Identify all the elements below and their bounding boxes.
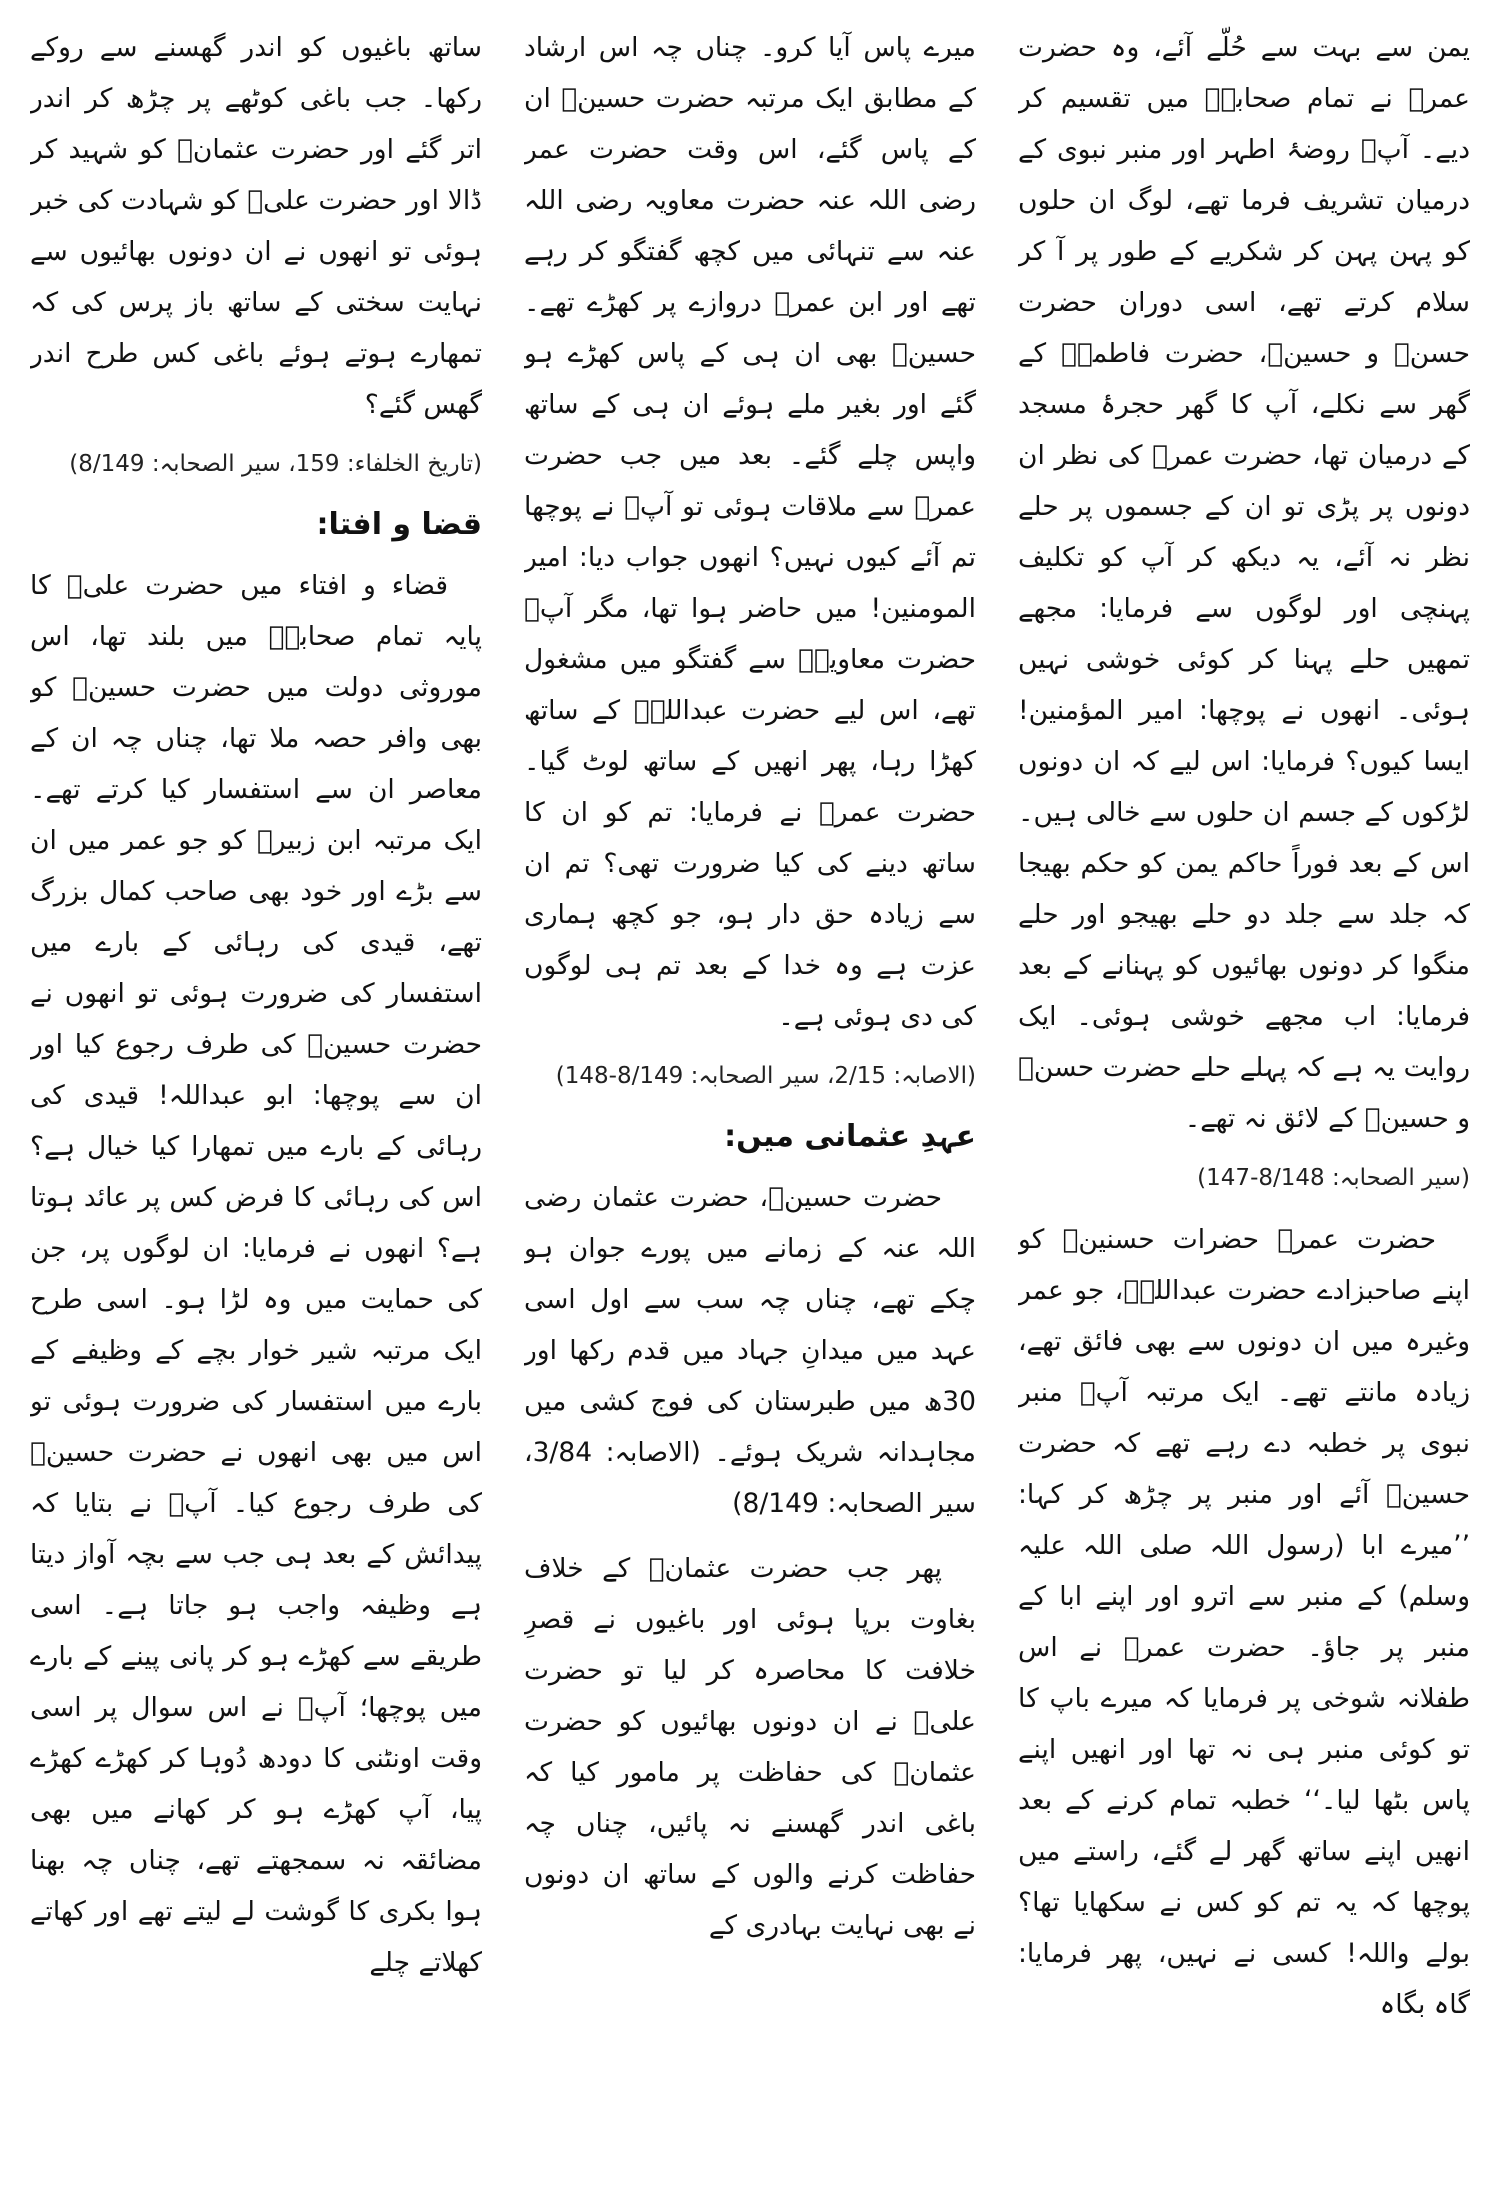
citation-reference: (سیر الصحابہ: 8/148-147) xyxy=(1197,1165,1470,1191)
text-column-middle xyxy=(524,22,976,2200)
paragraph: حضرت حسینؓ، حضرت عثمان رضی اللہ عنہ کے زمانے میں پورے جوان ہو چکے تھے، چناں چہ سب سے اول اسی عہد میں میدانِ جہاد میں قدم رکھا اور 30ھ میں طبرستان کی فوج کشی میں مجاہدانہ شریک ہوئے۔ (الاصابہ: 3/84، سیر الصحابہ: 8/149) xyxy=(524,1182,976,1519)
paragraph: میرے پاس آیا کرو۔ چناں چہ اس ارشاد کے مطابق ایک مرتبہ حضرت حسینؓ ان کے پاس گئے، اس وقت حضرت عمر رضی اللہ عنہ حضرت معاویہ رضی اللہ عنہ سے تنہائی میں کچھ گفتگو کر رہے تھے اور ابن عمرؓ دروازے پر کھڑے تھے۔ حسینؓ بھی ان ہی کے پاس کھڑے ہو گئے اور بغیر ملے ہوئے ان ہی کے ساتھ واپس چلے گئے۔ بعد میں جب حضرت عمرؓ سے ملاقات ہوئی تو آپؓ نے پوچھا تم آئے کیوں نہیں؟ انھوں جواب دیا: امیر المومنین! میں حاضر ہوا تھا، مگر آپؓ حضرت معاویہؓ سے گفتگو میں مشغول تھے، اس لیے حضرت عبداللہؓ کے ساتھ کھڑا رہا، پھر انھیں کے ساتھ لوٹ گیا۔ حضرت عمرؓ نے فرمایا: تم کو ان کا ساتھ دینے کی کیا ضرورت تھی؟ تم ان سے زیادہ حق دار ہو، جو کچھ ہماری عزت ہے وہ خدا کے بعد تم ہی لوگوں کی دی ہوئی ہے۔ xyxy=(524,32,976,1032)
paragraph: پھر جب حضرت عثمانؓ کے خلاف بغاوت برپا ہوئی اور باغیوں نے قصرِ خلافت کا محاصرہ کر لیا تو حضرت علیؓ نے ان دونوں بھائیوں کو حضرت عثمانؓ کی حفاظت پر مامور کیا کہ باغی اندر گھسنے نہ پائیں، چناں چہ حفاظت کرنے والوں کے ساتھ ان دونوں نے بھی نہایت بہادری کے xyxy=(524,1553,976,1941)
section-heading: عہدِ عثمانی میں: xyxy=(724,1119,976,1154)
paragraph: ساتھ باغیوں کو اندر گھسنے سے روکے رکھا۔ جب باغی کوٹھے پر چڑھ کر اندر اتر گئے اور حضرت عثمانؓ کو شہید کر ڈالا اور حضرت علیؓ کو شہادت کی خبر ہوئی تو انھوں نے ان دونوں بھائیوں سے نہایت سختی کے ساتھ باز پرس کی کہ تمھارے ہوتے ہوئے باغی کس طرح اندر گھس گئے؟ xyxy=(30,32,482,420)
section-heading: قضا و افتا: xyxy=(316,507,482,542)
paragraph: قضاء و افتاء میں حضرت علیؓ کا پایہ تمام صحابہؓ میں بلند تھا، اس موروثی دولت میں حضرت حسینؓ کو بھی وافر حصہ ملا تھا، چناں چہ ان کے معاصر ان سے استفسار کیا کرتے تھے۔ ایک مرتبہ ابن زبیرؓ کو جو عمر میں ان سے بڑے اور خود بھی صاحب کمال بزرگ تھے، قیدی کی رہائی کے بارے میں استفسار کی ضرورت ہوئی تو انھوں نے حضرت حسینؓ کی طرف رجوع کیا اور ان سے پوچھا: ابو عبداللہ! قیدی کی رہائی کے بارے میں تمھارا کیا خیال ہے؟ اس کی رہائی کا فرض کس پر عائد ہوتا ہے؟ انھوں نے فرمایا: ان لوگوں پر، جن کی حمایت میں وہ لڑا ہو۔ اسی طرح ایک مرتبہ شیر خوار بچے کے وظیفے کے بارے میں استفسار کی ضرورت ہوئی تو اس میں بھی انھوں نے حضرت حسینؓ کی طرف رجوع کیا۔ آپؓ نے بتایا کہ پیدائش کے بعد ہی جب سے بچہ آواز دیتا ہے وظیفہ واجب ہو جاتا ہے۔ اسی طریقے سے کھڑے ہو کر پانی پینے کے بارے میں پوچھا؛ آپؓ نے اس سوال پر اسی وقت اونٹنی کا دودھ دُوہا کر کھڑے کھڑے پیا، آپ کھڑے ہو کر کھانے میں بھی مضائقہ نہ سمجھتے تھے، چناں چہ بھنا ہوا بکری کا گوشت لے لیتے تھے اور کھاتے کھلاتے چلے xyxy=(30,570,482,1978)
paragraph: حضرت عمرؓ حضرات حسنینؓ کو اپنے صاحبزادے حضرت عبداللہؓ، جو عمر وغیرہ میں ان دونوں سے بھی فائق تھے، زیادہ مانتے تھے۔ ایک مرتبہ آپؓ منبر نبوی پر خطبہ دے رہے تھے کہ حضرت حسینؓ آئے اور منبر پر چڑھ کر کہا: ’’میرے ابا (رسول اللہ صلی اللہ علیہ وسلم) کے منبر سے اترو اور اپنے ابا کے منبر پر جاؤ۔ حضرت عمرؓ نے اس طفلانہ شوخی پر فرمایا کہ میرے باپ کا تو کوئی منبر ہی نہ تھا اور انھیں اپنے پاس بٹھا لیا۔‘‘ خطبہ تمام کرنے کے بعد انھیں اپنے ساتھ گھر لے گئے، راستے میں پوچھا کہ یہ تم کو کس نے سکھایا تھا؟ بولے واللہ! کسی نے نہیں، پھر فرمایا: گاہ بگاہ xyxy=(1018,1224,1470,2020)
text-column-left xyxy=(30,22,482,2200)
citation-reference: (الاصابہ: 2/15، سیر الصحابہ: 8/149-148) xyxy=(555,1063,976,1089)
paragraph: یمن سے بہت سے حُلّے آئے، وہ حضرت عمرؓ نے تمام صحابہؓ میں تقسیم کر دیے۔ آپؓ روضۂ اطہر اور منبر نبوی کے درمیان تشریف فرما تھے، لوگ ان حلوں کو پہن پہن کر شکریے کے طور پر آ کر سلام کرتے تھے، اسی دوران حضرت حسنؓ و حسینؓ، حضرت فاطمہؓ کے گھر سے نکلے، آپ کا گھر حجرۂ مسجد کے درمیان تھا، حضرت عمرؓ کی نظر ان دونوں پر پڑی تو ان کے جسموں پر حلے نظر نہ آئے، یہ دیکھ کر آپ کو تکلیف پہنچی اور لوگوں سے فرمایا: مجھے تمھیں حلے پہنا کر کوئی خوشی نہیں ہوئی۔ انھوں نے پوچھا: امیر المؤمنین! ایسا کیوں؟ فرمایا: اس لیے کہ ان دونوں لڑکوں کے جسم ان حلوں سے خالی ہیں۔ اس کے بعد فوراً حاکم یمن کو حکم بھیجا کہ جلد سے جلد دو حلے بھیجو اور حلے منگوا کر دونوں بھائیوں کو پہنانے کے بعد فرمایا: اب مجھے خوشی ہوئی۔ ایک روایت یہ ہے کہ پہلے حلے حضرت حسنؓ و حسینؓ کے لائق نہ تھے۔ xyxy=(1018,32,1470,1134)
text-column-right xyxy=(1018,22,1470,2200)
citation-reference: (تاریخ الخلفاء: 159، سیر الصحابہ: 8/149) xyxy=(69,451,482,477)
